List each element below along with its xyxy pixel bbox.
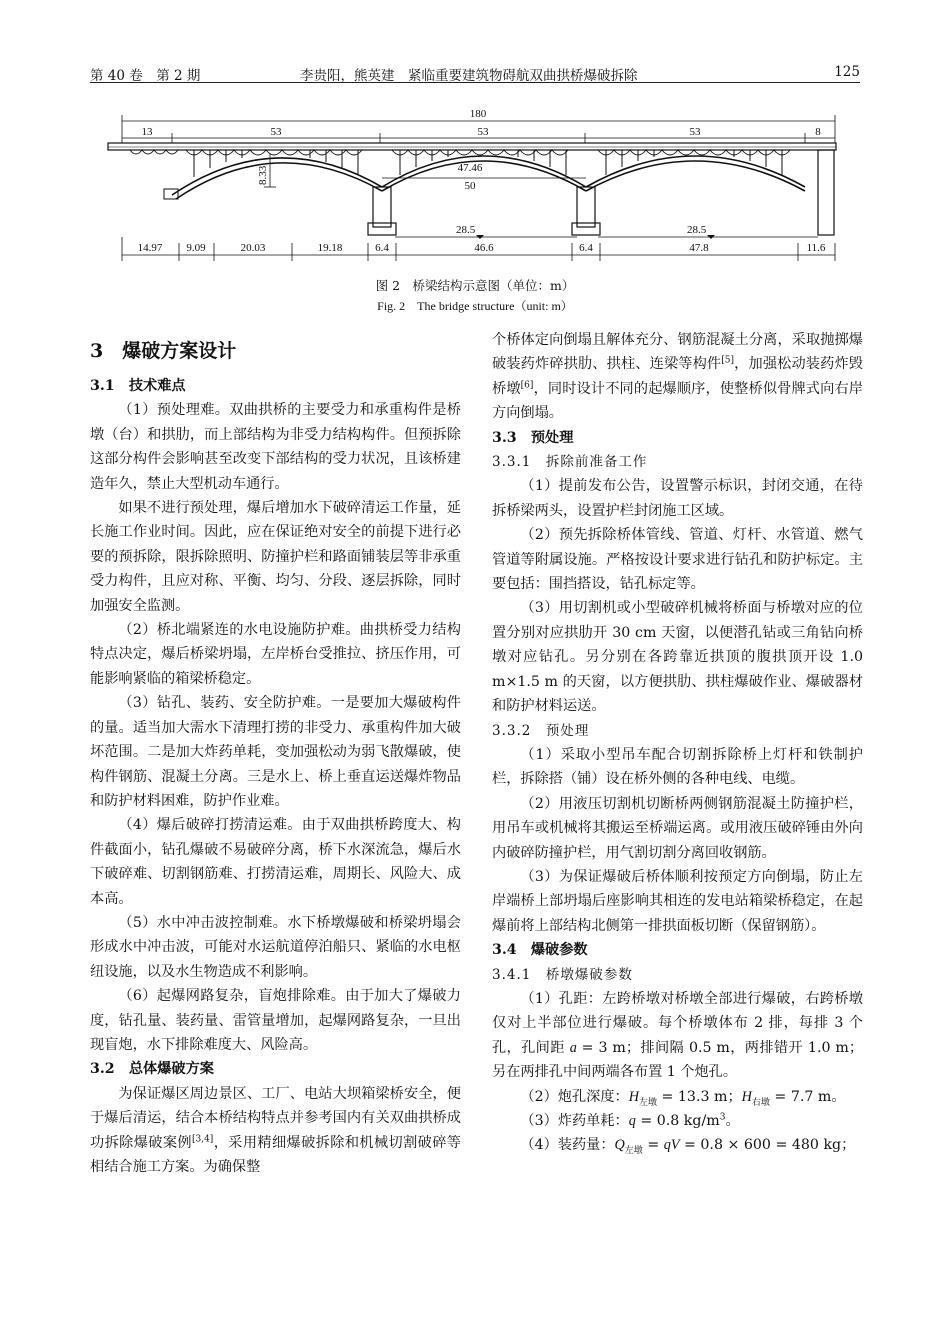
paragraph: （1）采取小型吊车配合切割拆除桥上灯杆和铁制护栏，拆除搭（铺）设在桥外侧的各种电线、电缆。 <box>492 746 863 788</box>
paragraph: （2）桥北端紧连的水电设施防护难。曲拱桥受力结构特点决定，爆后桥梁坍塌，左岸桥台受推拉、挤压作用，可能影响紧临的箱梁桥稳定。 <box>90 622 461 687</box>
paragraph: （2）预先拆除桥体管线、管道、灯杆、水管道、燃气管道等附属设施。严格按设计要求进行钻孔和防护标定。主要包括：围挡搭设，钻孔标定等。 <box>492 527 863 593</box>
paragraph: （3）为保证爆破后桥体顺利按预定方向倒塌，防止左岸端桥上部坍塌后座影响其相连的发电站箱梁桥稳定，在起爆前将上部结构北侧第一排拱面板切断（保留钢筋）。 <box>492 868 863 934</box>
dim-bottom-2: 9.09 <box>186 242 206 254</box>
citation: [6] <box>520 380 534 391</box>
dim-bottom-5: 6.4 <box>375 242 389 254</box>
dim-arch-span: 50 <box>464 180 476 192</box>
dim-span-1: 13 <box>141 126 153 138</box>
left-column <box>90 328 461 1179</box>
subsection-heading: 3.3 预处理 <box>492 429 574 446</box>
dim-bottom-7: 6.4 <box>579 242 593 254</box>
running-header <box>90 58 860 83</box>
paragraph: 为保证爆区周边景区、工厂、电站大坝箱梁桥安全，便于爆后清运，结合本桥结构特点并参考国内有关双曲拱桥成功拆除爆破案例[3,4]，采用精细爆破拆除和机械切割破碎等相结合施工方案。为确保整 <box>90 1085 461 1175</box>
dim-span-4: 53 <box>689 126 701 138</box>
dim-bottom-1: 14.97 <box>137 242 163 254</box>
dim-bottom-8: 47.8 <box>689 242 709 254</box>
paragraph: 个桥体定向倒塌且解体充分、钢筋混凝土分离，采取抛掷爆破装药炸碎拱肋、拱柱、连梁等构件[5]，加强松动装药炸毁桥墩[6]，同时设计不同的起爆顺序，使整桥似骨牌式向右岸方向倒塌。 <box>492 332 863 422</box>
dim-bottom-4: 19.18 <box>317 242 343 254</box>
paragraph: （3）炸药单耗：q = 0.8 $kg/m^3$。 <box>520 1112 740 1129</box>
dim-bottom-9: 11.6 <box>806 242 826 254</box>
paragraph: （6）起爆网路复杂，盲炮排除难。由于加大了爆破力度，钻孔量、装药量、雷管量增加，起爆网路复杂，一旦出现盲炮，水下排除难度大、风险高。 <box>90 988 461 1053</box>
section-heading: 3 爆破方案设计 <box>90 340 237 362</box>
bridge-structure-figure <box>100 105 850 265</box>
paragraph: （2）用液压切割机切断桥两侧钢筋混凝土防撞护栏，用吊车或机械将其搬运至桥端运离。或用液压破碎锤由外向内破碎防撞护栏，用气割切割分离回收钢筋。 <box>492 795 863 861</box>
citation: [5] <box>721 355 735 366</box>
paragraph: 如果不进行预处理，爆后增加水下破碎清运工作量，延长施工作业时间。因此，应在保证绝对安全的前提下进行必要的预拆除，限拆除照明、防撞护栏和路面铺装层等非承重受力构件，且应对称、平衡、均匀、分段、逐层拆除，同时加强安全监测。 <box>90 500 461 614</box>
citation: [3,4] <box>191 1133 214 1144</box>
journal-volume: 第 40 卷 第 2 期 <box>90 68 201 84</box>
water-level-1: 28.5 <box>456 224 476 236</box>
figure-caption-en: Fig. 2 The bridge structure（unit: m） <box>377 299 573 313</box>
dim-bottom-6: 46.6 <box>474 242 494 254</box>
paragraph: （1）提前发布公告，设置警示标识，封闭交通，在待拆桥梁两头，设置护栏封闭施工区域。 <box>492 478 863 519</box>
right-column <box>492 328 863 1158</box>
paragraph: （4）爆后破碎打捞清运难。由于双曲拱桥跨度大、构件截面小，钻孔爆破不易破碎分离，桥下水深流急，爆后水下破碎难、切割钢筋难、打捞清运难，周期长、风险大、成本高。 <box>90 817 461 907</box>
dim-rise: 8.33 <box>257 165 269 185</box>
figure-caption-cn: 图 2 桥梁结构示意图（单位：m） <box>375 278 575 293</box>
paragraph: （1）孔距：左跨桥墩对桥墩全部进行爆破，右跨桥墩仅对上半部位进行爆破。每个桥墩体布 2 排，每排 3 个孔，孔间距 a = 3 m；排间隔 0.5 m，两排错开 1.0 m；另在两排孔中间两端各布置 1 个炮孔。 <box>492 990 864 1081</box>
paragraph: （1）预处理难。双曲拱桥的主要受力和承重构件是桥墩（台）和拱肋，而上部结构为非受力结构构件。但预拆除这部分构件会影响甚至改变下部结构的受力状况，且该桥建造年久，禁止大型机动车通行。 <box>90 402 461 492</box>
paragraph: （2）炮孔深度：$H_{左墩} = 13.3$ m；$H_{右墩} = 7.7$ m。 <box>520 1088 846 1108</box>
dim-span-5: 8 <box>815 126 821 138</box>
dim-bottom-3: 20.03 <box>240 242 266 254</box>
page-number: 125 <box>834 64 860 80</box>
subsection-heading: 3.2 总体爆破方案 <box>90 1061 214 1078</box>
subsection-heading: 3.1 技术难点 <box>90 378 186 394</box>
paragraph: （3）钻孔、装药、安全防护难。一是要加大爆破构件的量。适当加大需水下清理打捞的非受力、承重构件加大破坏范围。二是加大炸药单耗，变加强松动为弱飞散爆破，使构件钢筋、混凝土分离。三是水上、桥上垂直运送爆炸物品和防护材料困难，防护作业难。 <box>90 695 461 809</box>
dim-arch-height: 47.46 <box>457 162 483 174</box>
water-level-2: 28.5 <box>687 224 707 236</box>
subsubsection-heading: 3.3.2 预处理 <box>492 722 590 739</box>
dim-span-3: 53 <box>477 126 489 138</box>
subsubsection-heading: 3.4.1 桥墩爆破参数 <box>492 966 633 983</box>
dim-span-2: 53 <box>270 126 282 138</box>
subsubsection-heading: 3.3.1 拆除前准备工作 <box>492 454 648 471</box>
dim-total: 180 <box>469 108 487 120</box>
paragraph: （5）水中冲击波控制难。水下桥墩爆破和桥梁坍塌会形成水中冲击波，可能对水运航道停泊船只、紧临的水电枢纽设施，以及水生物造成不利影响。 <box>90 914 461 980</box>
paragraph: （4）装药量：$Q_{左墩}$ = qV = 0.8 × 600 = 480 kg； <box>520 1137 856 1157</box>
subsection-heading: 3.4 爆破参数 <box>492 942 588 959</box>
running-title: 李贵阳，熊英建 紧临重要建筑物碍航双曲拱桥爆破拆除 <box>300 68 638 84</box>
paragraph: （3）用切割机或小型破碎机械将桥面与桥墩对应的位置分别对应拱肋开 30 cm 天窗，以便潜孔钻或三角钻向桥墩对应钻孔。另分别在各跨靠近拱顶的腹拱顶开设 1.0 m×1.5 m 的天窗，以方便拱肋、拱柱爆破作业、爆破器材和防护材料运送。 <box>492 600 863 715</box>
